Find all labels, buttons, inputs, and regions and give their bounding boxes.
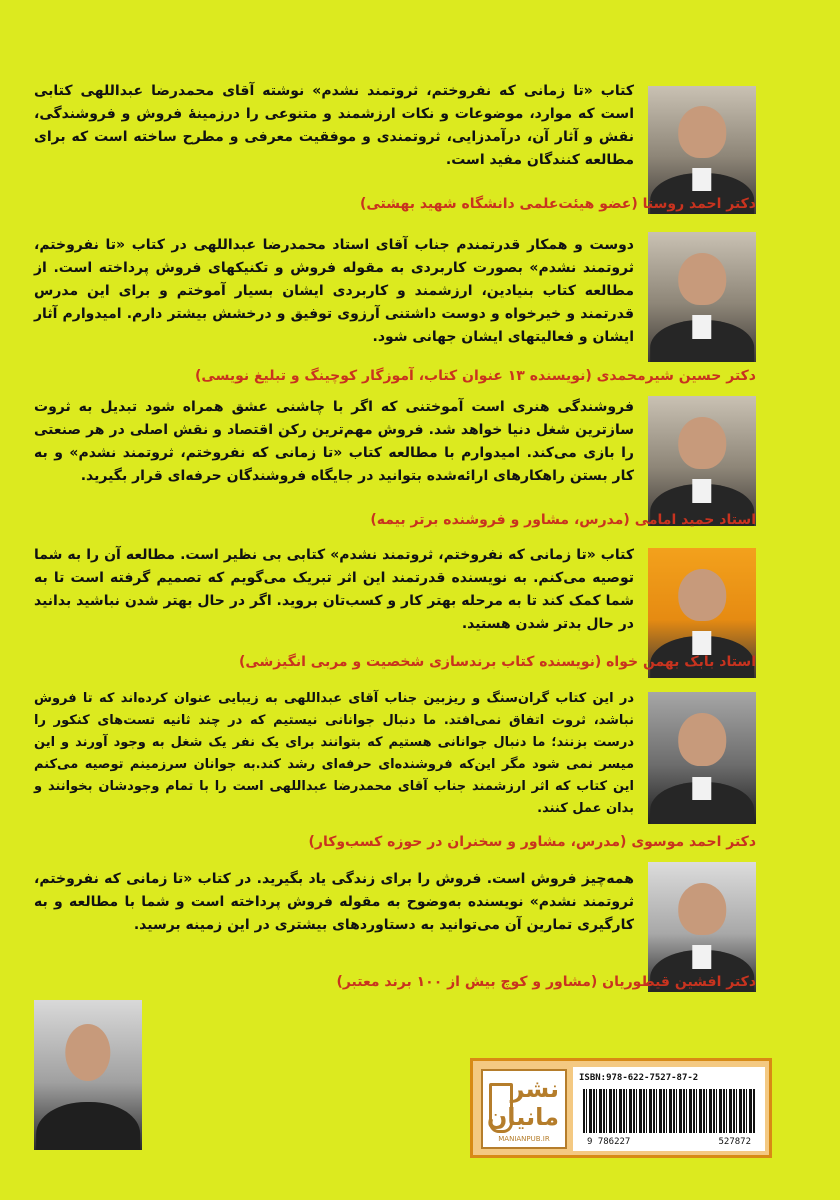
isbn-text: ISBN:978-622-7527-87-2 (579, 1073, 699, 1083)
author-portrait-body (36, 1102, 140, 1150)
publisher-barcode-box (470, 1058, 772, 1158)
portrait-man-suit-icon (678, 253, 726, 305)
testimonial-signature-2: دکتر حسین شیرمحمدی (نویسنده ۱۳ عنوان کتاب، آموزگار کوچینگ و تبلیغ نویسی) (195, 368, 756, 384)
testimonial-quote-6: همه‌چیز فروش است. فروش را برای زندگی یاد بگیرید. در کتاب «تا زمانی که نفروختم، ثروتمند نشدم» نویسنده به‌وضوح به مقوله فروش پرداخته است و شما با مطالعه و به کارگیری تمارین آن می‌توانید به دستاوردهای بیشتری در این زمینه برسید. (34, 871, 634, 933)
testimonial-signature-5: دکتر احمد موسوی (مدرس، مشاور و سخنران در حوزه کسب‌وکار) (308, 834, 756, 850)
barcode-right-digits: 527872 (718, 1137, 751, 1147)
barcode (573, 1067, 765, 1151)
testimonial-photo-3 (648, 396, 756, 526)
portrait-man-microphone-icon (678, 883, 726, 935)
portrait-collar (692, 168, 711, 191)
author-portrait-icon (65, 1024, 110, 1081)
portrait-collar (692, 631, 711, 654)
portrait-collar (692, 945, 711, 968)
publisher-name-line2: مانیان (486, 1103, 559, 1131)
testimonial-quote-5: در این کتاب گران‌سنگ و ریزبین جناب آقای عبداللهی به زیبایی عنوان کرده‌اند که تا فروش نباشد، ثروت اتفاق نمی‌افتد. ما دنبال جوانانی نیستیم که در چند ثانیه تست‌های کنکور را درست بزنند؛ ما دنبال جوانانی هستیم که بتوانند برای یک نفر یک شغل به وجود آورند و این میسر نمی شود مگر این‌که فروشنده‌ای حرفه‌ای رشد کند.به جوانان سرزمینم توصیه می‌کنم این کتاب که اثر ارزشمند جناب آقای محمدرضا عبداللهی است را با تمام وجودشان بخوانند و بدان عمل کنند. (34, 691, 634, 816)
testimonial-signature-3: استاد حمید امامی (مدرس، مشاور و فروشنده برتر بیمه) (370, 512, 756, 528)
testimonial-photo-1 (648, 86, 756, 214)
testimonial-signature-6: دکتر افشین قیطوریان (مشاور و کوچ بیش از ۱۰۰ برند معتبر) (336, 974, 756, 990)
portrait-collar (692, 315, 711, 338)
barcode-left-digits: 9 786227 (587, 1137, 631, 1147)
portrait-man-glasses-icon (678, 417, 726, 469)
publisher-logo (481, 1069, 567, 1149)
testimonial-quote-1: کتاب «تا زمانی که نفروختم، ثروتمند نشدم» نوشته آقای محمدرضا عبداللهی کتابی است که موارد، موضوعات و نکات ارزشمند و متنوعی را درزمینهٔ فروش و فروشندگی، نقش و آثار آن، درآمدزایی، ثروتمندی و موفقیت معرفی و مطرح ساخته است که برای مطالعه کنندگان مفید است. (34, 83, 634, 168)
barcode-icon (583, 1089, 755, 1133)
testimonial-quote-2: دوست و همکار قدرتمندم جناب آقای استاد محمدرضا عبداللهی در کتاب «تا نفروختم، ثروتمند نشدم» بصورت کاربردی به مقوله فروش و تکنیکهای فروش پرداخته است. از مطالعه کتاب بنیادین، ارزشمند و کاربردی ایشان بسیار آموختم و برای این مدرس قدرتمند و خیرخواه و دوست داشتنی آرزوی توفیق و درخشش بیشتر دارم. امیدوارم آثار ایشان و فعالیتهای ایشان جهانی شود. (34, 237, 634, 345)
portrait-elderly-man-icon (678, 106, 726, 157)
testimonial-photo-6 (648, 862, 756, 992)
publisher-name-line1: نشر (510, 1075, 559, 1103)
testimonial-quote-3: فروشندگی هنری است آموختنی که اگر با چاشنی عشق همراه شود تبدیل به ثروت سازترین شغل دنیا خواهد شد. فروش مهم‌ترین رکن اقتصاد و نقش اصلی در هر صنعتی را بازی می‌کند. امیدوارم با مطالعه کتاب «تا زمانی که نفروختم، ثروتمند نشدم» و به کار بستن راهکارهای ارائه‌شده بتوانید در جایگاه فروشندگان حرفه‌ای قرار بگیرید. (34, 399, 634, 484)
portrait-man-hand-chin-icon (678, 713, 726, 766)
testimonial-quote-4: کتاب «تا زمانی که نفروختم، ثروتمند نشدم» کتابی بی نظیر است. مطالعه آن را به شما توصیه می‌کنم. به نویسنده قدرتمند این اثر تبریک می‌گویم که تصمیم گرفته است تا به شما کمک کند تا به مرحله بهتر کار و کسب‌تان بروید. اگر در حال بهتر شدن نباشید بدانید در حال بدتر شدن هستید. (34, 547, 634, 632)
portrait-collar (692, 479, 711, 502)
testimonial-photo-2 (648, 232, 756, 362)
portrait-man-glasses-orange-icon (678, 569, 726, 621)
testimonial-photo-5 (648, 692, 756, 824)
testimonial-signature-1: دکتر احمد روستا (عضو هیئت‌علمی دانشگاه شهید بهشتی) (359, 196, 756, 212)
portrait-collar (692, 777, 711, 801)
testimonial-signature-4: استاد بابک بهمن خواه (نویسنده کتاب برندسازی شخصیت و مربی انگیزشی) (238, 654, 756, 670)
author-photo (34, 1000, 142, 1150)
publisher-subtitle: MANIANPUB.IR (498, 1135, 550, 1143)
